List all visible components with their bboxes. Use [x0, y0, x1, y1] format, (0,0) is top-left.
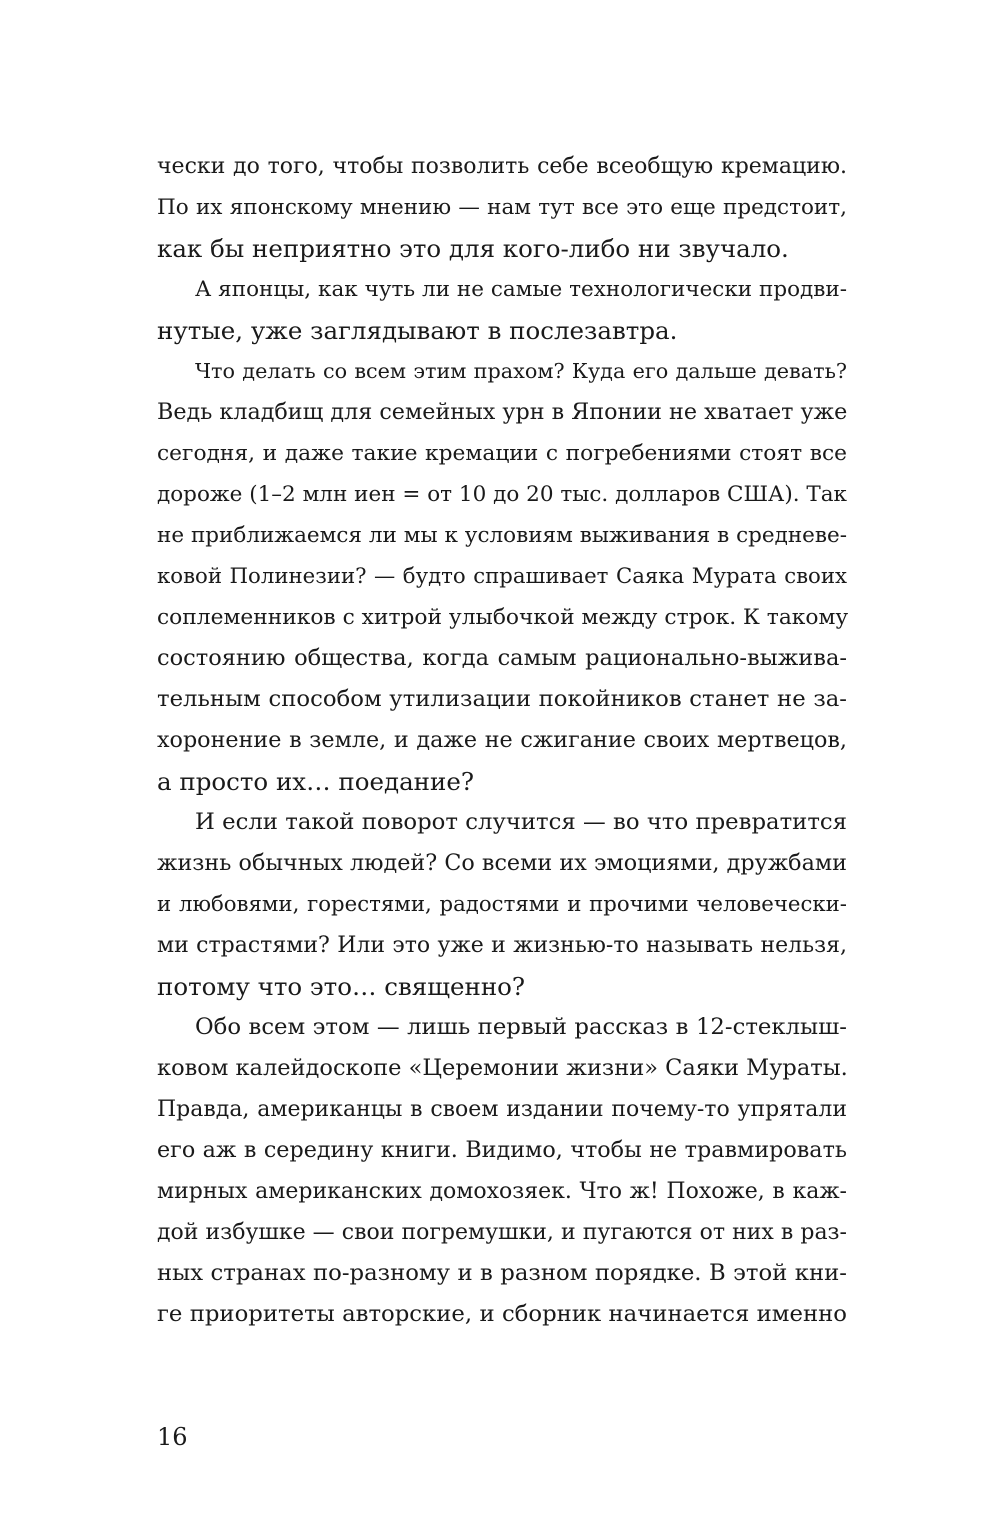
paragraph-2	[157, 269, 847, 351]
text-line: состоянию общества, когда самым рационально-выжива-	[157, 645, 847, 671]
text-line: его аж в середину книги. Видимо, чтобы не травмировать	[157, 1137, 847, 1163]
paragraph-4	[157, 802, 847, 1007]
text-line: как бы неприятно это для кого-либо ни звучало.	[157, 234, 789, 263]
text-line: жизнь обычных людей? Со всеми их эмоциями, дружбами	[157, 850, 847, 876]
text-line: хоронение в земле, и даже не сжигание своих мертвецов,	[157, 727, 847, 753]
text-line: ковом калейдоскопе «Церемонии жизни» Саяки Мураты.	[157, 1055, 848, 1081]
paragraph-3	[157, 351, 847, 802]
text-line: По их японскому мнению — нам тут все это еще предстоит,	[157, 195, 847, 220]
text-line: ных странах по-разному и в разном порядке. В этой кни-	[157, 1260, 847, 1286]
paragraph-1	[157, 146, 847, 269]
text-line: Обо всем этом — лишь первый рассказ в 12-стеклыш-	[195, 1014, 847, 1040]
text-line: а просто их… поедание?	[157, 767, 474, 796]
text-line: мирных американских домохозяек. Что ж! Похоже, в каж-	[157, 1179, 847, 1204]
text-line: А японцы, как чуть ли не самые технологически продви-	[195, 277, 847, 302]
text-line: и любовями, горестями, радостями и прочими человечески-	[157, 892, 847, 917]
text-line: нутые, уже заглядывают в послезавтра.	[157, 316, 678, 345]
body-text	[157, 146, 847, 1335]
text-line: потому что это… священно?	[157, 972, 526, 1001]
text-line: соплеменников с хитрой улыбочкой между строк. К такому	[157, 605, 849, 630]
text-line: дороже (1–2 млн иен = от 10 до 20 тыс. долларов США). Так	[157, 482, 847, 507]
text-line: ковой Полинезии? — будто спрашивает Саяка Мурата своих	[157, 564, 847, 589]
text-line: Ведь кладбищ для семейных урн в Японии не хватает уже	[157, 399, 848, 425]
page-number: 16	[157, 1423, 188, 1451]
text-line: ми страстями? Или это уже и жизнью-то называть нельзя,	[157, 933, 847, 958]
paragraph-5	[157, 1007, 847, 1335]
text-line: И если такой поворот случится — во что превратится	[195, 809, 847, 835]
text-line: Правда, американцы в своем издании почему-то упрятали	[157, 1097, 847, 1122]
text-line: тельным способом утилизации покойников станет не за-	[157, 686, 847, 712]
text-line: чески до того, чтобы позволить себе всеобщую кремацию.	[157, 154, 847, 179]
text-line: дой избушке — свои погремушки, и пугаются от них в раз-	[157, 1220, 847, 1245]
text-line: ге приоритеты авторские, и сборник начинается именно	[157, 1301, 847, 1327]
text-line: сегодня, и даже такие кремации с погребениями стоят все	[157, 441, 847, 466]
text-line: не приближаемся ли мы к условиям выживания в средневе-	[157, 523, 847, 548]
text-line: Что делать со всем этим прахом? Куда его дальше девать?	[195, 359, 847, 383]
